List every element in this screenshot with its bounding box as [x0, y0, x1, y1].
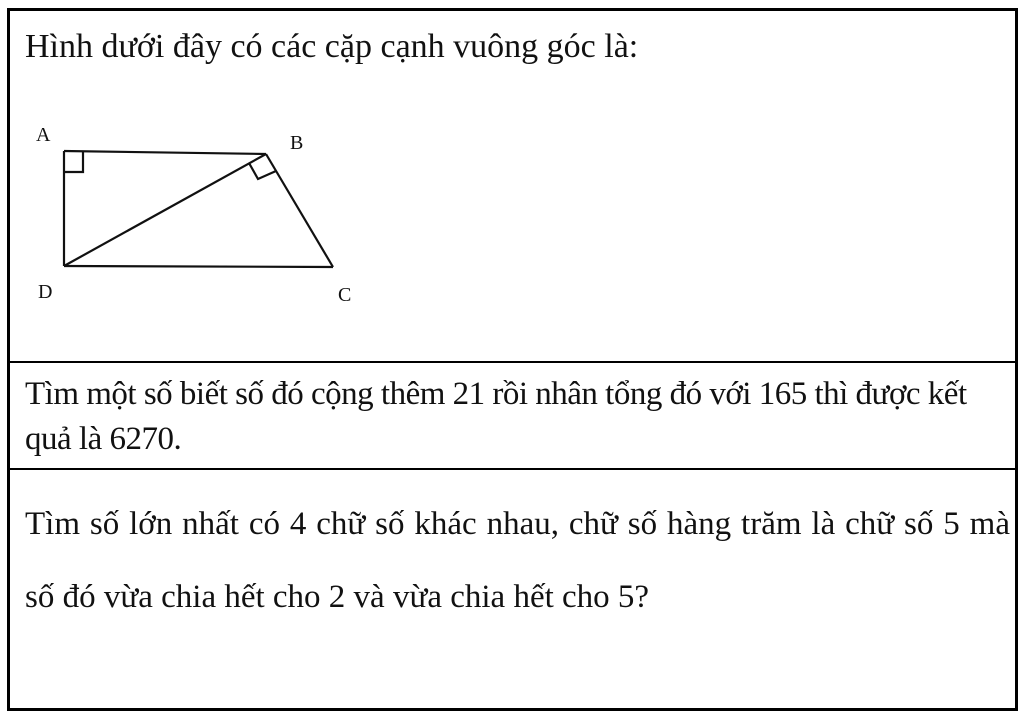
edge-ab — [64, 151, 266, 154]
vertex-label-a: A — [36, 124, 51, 146]
right-angle-mark-a — [64, 152, 83, 172]
edge-bc — [266, 154, 333, 267]
question-3-text: Tìm số lớn nhất có 4 chữ số khác nhau, chữ số hàng trăm là chữ số 5 mà số đó vừa chia hết cho 2 và vừa chia hết cho 5? — [25, 506, 1010, 615]
questions-table — [7, 8, 1018, 711]
vertex-label-b: B — [290, 132, 304, 154]
question-row-2 — [10, 363, 1015, 470]
diagonal-bd — [64, 154, 266, 266]
question-1-text: Hình dưới đây có các cặp cạnh vuông góc là: — [25, 28, 639, 65]
quadrilateral-figure — [28, 111, 368, 311]
vertex-label-c: C — [338, 284, 352, 306]
question-row-1 — [10, 11, 1015, 363]
vertex-label-d: D — [38, 281, 53, 303]
question-row-3 — [10, 470, 1015, 708]
quadrilateral-diagram — [28, 111, 368, 311]
question-2-text: Tìm một số biết số đó cộng thêm 21 rồi nhân tổng đó với 165 thì được kết quả là 6270. — [25, 376, 967, 457]
edge-cd — [64, 266, 333, 267]
